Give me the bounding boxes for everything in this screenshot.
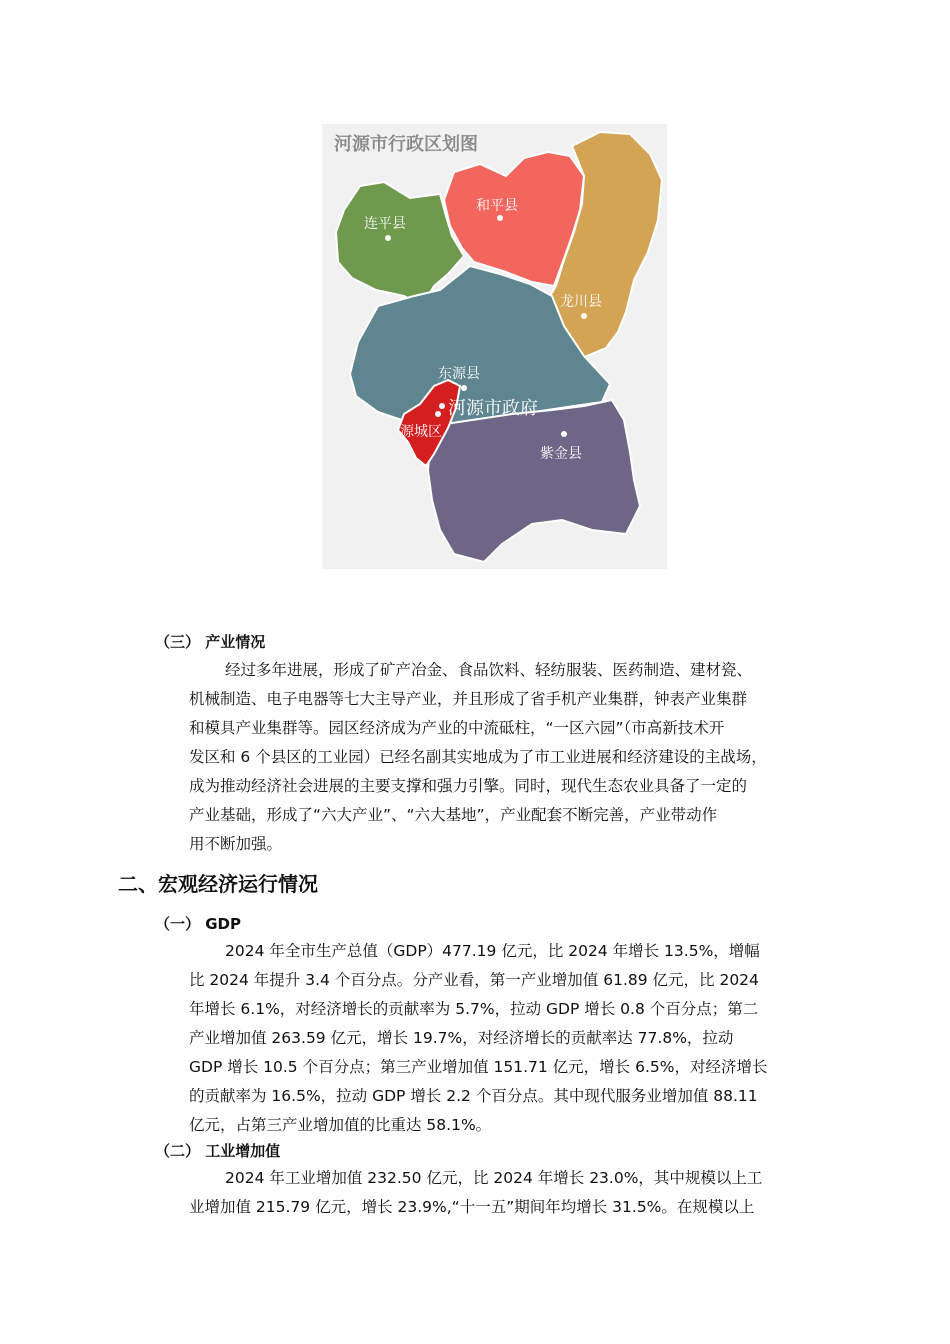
industry-heading: （二） 工业增加值	[155, 1142, 281, 1160]
label-dongyuan: 东源县	[438, 366, 480, 382]
text-line: 和模具产业集群等。园区经济成为产业的中流砥柱，“一区六园”（市高新技术开	[189, 719, 725, 737]
text-line: 亿元，占第三产业增加值的比重达 58.1%。	[189, 1116, 492, 1134]
label-zijin: 紫金县	[540, 446, 582, 462]
section3-paragraph	[189, 656, 809, 859]
label-yuancheng: 源城区	[400, 424, 442, 440]
text-line: 成为推动经济社会进展的主要支撑和强力引擎。同时，现代生态农业具备了一定的	[189, 777, 748, 795]
text-line: 用不断加强。	[189, 835, 283, 853]
city-dot	[439, 403, 445, 409]
map-svg	[322, 124, 667, 569]
text-line: 产业增加值 263.59 亿元，增长 19.7%，对经济增长的贡献率达 77.8%，拉动	[189, 1029, 734, 1047]
administrative-map	[322, 124, 667, 569]
text-line: 发区和 6 个县区的工业园）已经名副其实地成为了市工业进展和经济建设的主战场，	[189, 748, 767, 766]
city-dot	[435, 411, 441, 417]
text-line: 机械制造、电子电器等七大主导产业，并且形成了省手机产业集群，钟表产业集群	[189, 690, 748, 708]
text-line: GDP 增长 10.5 个百分点；第三产业增加值 151.71 亿元，增长 6.5%，对经济增长	[189, 1058, 768, 1076]
text-line: 比 2024 年提升 3.4 个百分点。分产业看，第一产业增加值 61.89 亿元，比 2024	[189, 971, 759, 989]
gdp-paragraph	[189, 937, 809, 1140]
city-dot	[581, 313, 587, 319]
label-gov: 河源市政府	[448, 398, 538, 419]
section3-heading: （三） 产业情况	[155, 633, 266, 651]
label-longchuan: 龙川县	[560, 294, 602, 310]
city-dot	[497, 215, 503, 221]
text-line: 的贡献率为 16.5%，拉动 GDP 增长 2.2 个百分点。其中现代服务业增加值 88.11	[189, 1087, 758, 1105]
map-title: 河源市行政区划图	[334, 134, 478, 155]
text-line: 业增加值 215.79 亿元，增长 23.9%,“十一五”期间年均增长 31.5%。在规模以上	[189, 1198, 755, 1216]
label-heping: 和平县	[476, 198, 518, 214]
label-lianping: 连平县	[364, 216, 406, 232]
city-dot	[461, 385, 467, 391]
city-dot	[385, 235, 391, 241]
text-line: 经过多年进展，形成了矿产冶金、食品饮料、轻纺服装、医药制造、建材瓷、	[225, 661, 753, 679]
gdp-heading: （一） GDP	[155, 915, 241, 933]
text-line: 产业基础，形成了“六大产业”、“六大基地”，产业配套不断完善，产业带动作	[189, 806, 718, 824]
text-line: 年增长 6.1%，对经济增长的贡献率为 5.7%，拉动 GDP 增长 0.8 个百分点；第二	[189, 1000, 759, 1018]
text-line: 2024 年工业增加值 232.50 亿元，比 2024 年增长 23.0%，其中规模以上工	[225, 1169, 763, 1187]
city-dot	[561, 431, 567, 437]
text-line: 2024 年全市生产总值（GDP）477.19 亿元，比 2024 年增长 13.5%，增幅	[225, 942, 760, 960]
chapter2-heading: 二、宏观经济运行情况	[118, 872, 318, 896]
industry-paragraph	[189, 1164, 809, 1222]
